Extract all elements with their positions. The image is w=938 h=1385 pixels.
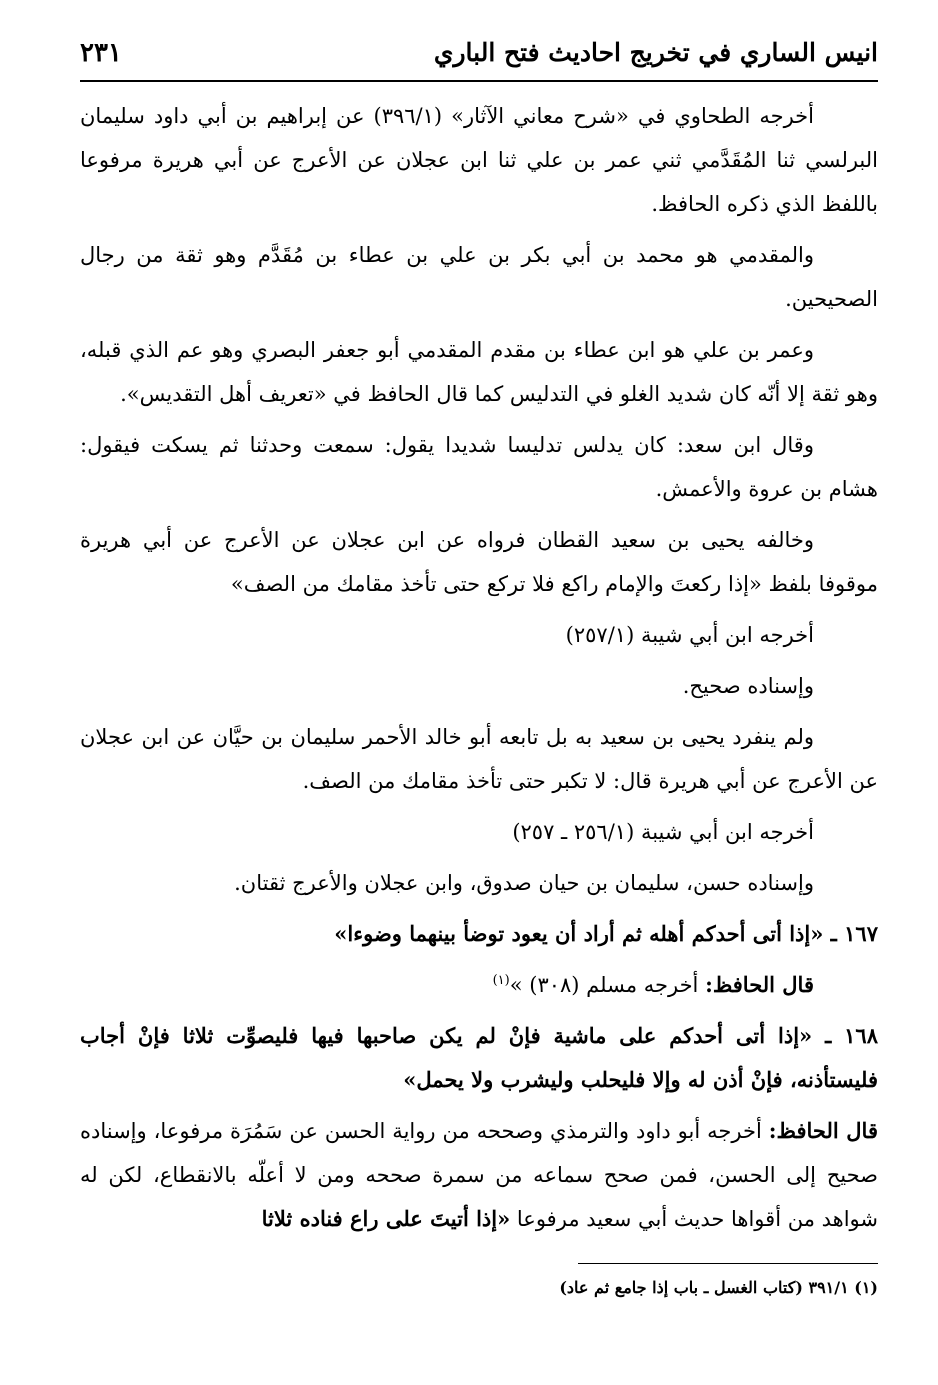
footnote: (١) ٣٩١/١ (كتاب الغسل ـ باب إذا جامع ثم عاد) <box>559 1278 878 1297</box>
book-title: انيس الساري في تخريج احاديث فتح الباري <box>433 38 878 67</box>
paragraph: أخرجه الطحاوي في «شرح معاني الآثار» (٣٩٦/١) عن إبراهيم بن أبي داود سليمان البرلسي ثنا المُقَدَّمي ثني عمر بن علي ثنا ابن عجلان عن الأعرج عن أبي هريرة مرفوعا باللفظ الذي ذكره الحافظ. <box>80 104 878 216</box>
footnote-ref: (١) <box>492 973 510 988</box>
hadith-167: ١٦٧ ـ «إذا أتى أحدكم أهله ثم أراد أن يعود توضأ بينهما وضوءا» <box>334 921 878 946</box>
footnote-divider <box>578 1263 878 1264</box>
commentary-text: أخرجه مسلم (٣٠٨) » <box>509 973 706 997</box>
commentary-label: قال الحافظ: <box>768 1118 878 1143</box>
commentary-bold-tail: «إذا أتيتَ على راع فناده ثلاثا <box>261 1206 511 1231</box>
paragraph: والمقدمي هو محمد بن أبي بكر بن علي بن عطاء بن مُقَدَّم وهو ثقة من رجال الصحيحين. <box>80 243 878 311</box>
running-header <box>80 34 878 74</box>
commentary-text: أخرجه أبو داود والترمذي وصححه من رواية الحسن عن سَمُرَة مرفوعا، وإسناده صحيح إلى الحسن، فمن صحح سماعه من سمرة صححه ومن لا أعلّه بالانقطاع، لكن له شواهد من أقواها حديث أبي سعيد مرفوعا <box>80 1119 878 1231</box>
paragraph: أخرجه ابن أبي شيبة (٢٥٧/١) <box>565 623 814 647</box>
paragraph: وقال ابن سعد: كان يدلس تدليسا شديدا يقول: سمعت وحدثنا ثم يسكت فيقول: هشام بن عروة والأعمش. <box>80 433 878 501</box>
paragraph: وعمر بن علي هو ابن عطاء بن مقدم المقدمي أبو جعفر البصري وهو عم الذي قبله، وهو ثقة إلا أنّه كان شديد الغلو في التدليس كما قال الحافظ في «تعريف أهل التقديس». <box>80 338 878 406</box>
header-divider <box>80 80 878 82</box>
hadith-168-commentary <box>80 1109 878 1241</box>
paragraph: وخالفه يحيى بن سعيد القطان فرواه عن ابن عجلان عن الأعرج عن أبي هريرة موقوفا بلفظ «إذا ركعتَ والإمام راكع فلا تركع حتى تأخذ مقامك من الصف» <box>80 528 878 596</box>
paragraph: وإسناده حسن، سليمان بن حيان صدوق، وابن عجلان والأعرج ثقتان. <box>234 871 814 895</box>
commentary-label: قال الحافظ: <box>705 972 814 997</box>
paragraph: وإسناده صحيح. <box>682 674 814 698</box>
paragraph: ولم ينفرد يحيى بن سعيد به بل تابعه أبو خالد الأحمر سليمان بن حيَّان عن ابن عجلان عن الأعرج عن أبي هريرة قال: لا تكبر حتى تأخذ مقامك من الصف. <box>80 725 878 793</box>
hadith-167-commentary <box>80 963 878 1007</box>
page-number: ٢٣١ <box>80 38 122 68</box>
hadith-168: ١٦٨ ـ «إذا أتى أحدكم على ماشية فإنْ لم يكن صاحبها فيها فليصوِّت ثلاثا فإنْ أجاب فليستأذنه، فإنْ أذن له وإلا فليحلب وليشرب ولا يحمل» <box>80 1023 878 1092</box>
page-body <box>80 94 878 1248</box>
paragraph: أخرجه ابن أبي شيبة (٢٥٦/١ ـ ٢٥٧) <box>512 820 814 844</box>
